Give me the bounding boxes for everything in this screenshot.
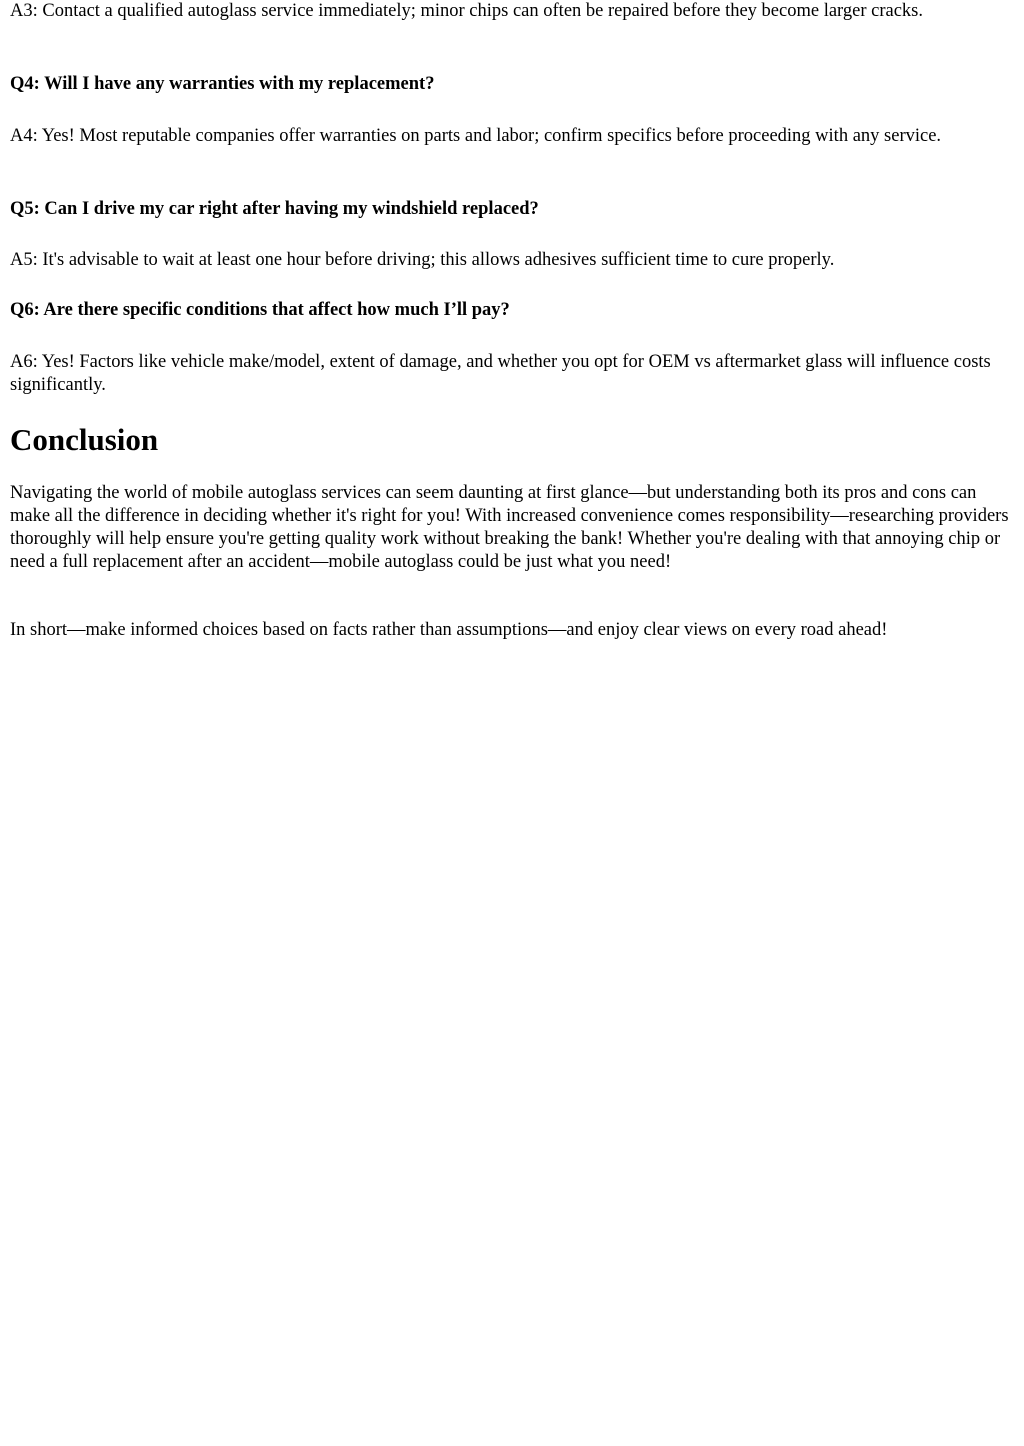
faq-answer-6: A6: Yes! Factors like vehicle make/model, extent of damage, and whether you opt for OEM vs aftermarket glass will influence costs significantly. [10, 352, 991, 395]
conclusion-paragraph-1: Navigating the world of mobile autoglass services can seem daunting at first glance—but understanding both its pros and cons can make all the difference in deciding whether it's right for you! With increased convenience comes responsibility—researching providers thoroughly will help ensure you're getting quality work without breaking the bank! Whether you're dealing with that annoying chip or need a full replacement after an accident—mobile autoglass could be just what you need! [10, 483, 1009, 572]
faq-question-5: Q5: Can I drive my car right after having my windshield replaced? [10, 199, 539, 219]
conclusion-heading: Conclusion [10, 422, 159, 457]
faq-question-4: Q4: Will I have any warranties with my replacement? [10, 74, 435, 94]
faq-answer-5: A5: It's advisable to wait at least one hour before driving; this allows adhesives sufficient time to cure properly. [10, 250, 835, 270]
faq-question-6: Q6: Are there specific conditions that affect how much I’ll pay? [10, 300, 510, 320]
faq-answer-4: A4: Yes! Most reputable companies offer warranties on parts and labor; confirm specifics before proceeding with any service. [10, 126, 942, 146]
conclusion-paragraph-2: In short—make informed choices based on facts rather than assumptions—and enjoy clear views on every road ahead! [10, 620, 888, 640]
faq-answer-3: A3: Contact a qualified autoglass service immediately; minor chips can often be repaired before they become larger cracks. [10, 1, 923, 21]
